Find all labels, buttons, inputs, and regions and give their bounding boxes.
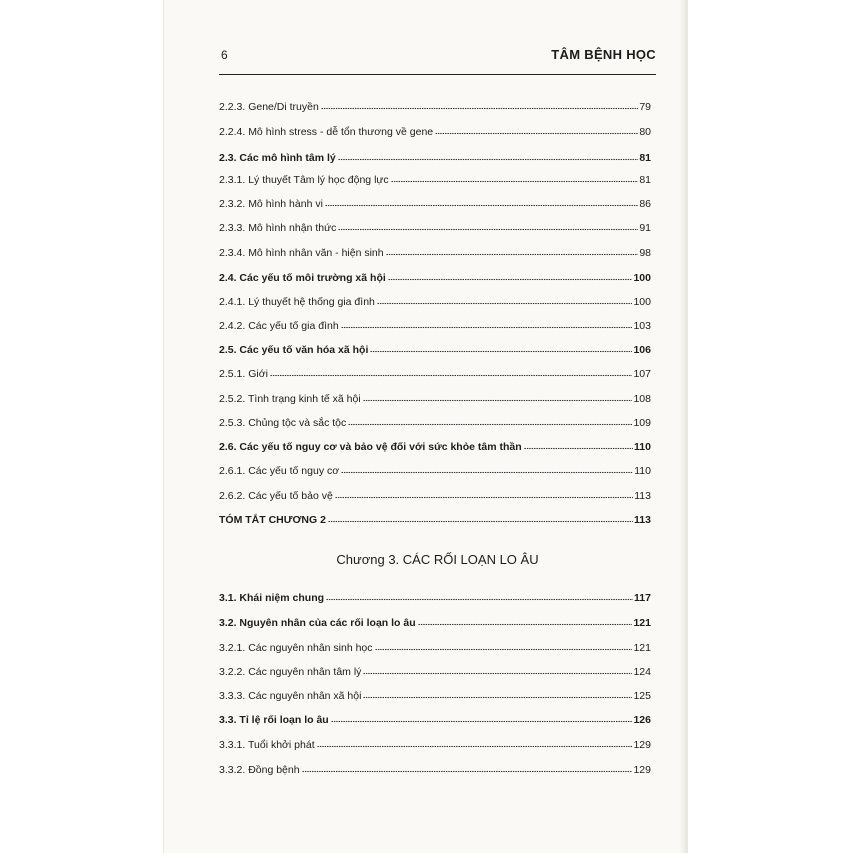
toc-entry-title: 2.3.1. Lý thuyết Tâm lý học động lực [219,174,389,186]
toc-entry-page: 121 [633,617,651,629]
dot-leader [331,720,633,723]
toc-entry-page: 79 [639,101,651,113]
toc-entry [219,636,651,654]
toc-entry-page: 81 [639,152,651,164]
dot-leader [338,228,638,231]
toc-entry-page: 106 [633,344,651,356]
dot-leader [326,598,633,601]
toc-entry [219,362,651,380]
toc-entry-page: 108 [633,393,651,405]
toc-entry-title: 2.6.1. Các yếu tố nguy cơ [219,465,340,477]
dot-leader [302,770,633,773]
toc-entry [219,146,651,164]
toc-entry-title: 2.5. Các yếu tố văn hóa xã hội [219,344,369,356]
toc-entry [219,611,651,629]
toc-entry-page: 117 [634,592,651,604]
toc-entry-page: 100 [633,272,651,284]
dot-leader [317,745,633,748]
toc-entry-page: 126 [633,714,651,726]
toc-entry [219,435,651,453]
toc-entry-title: 2.4.1. Lý thuyết hệ thống gia đình [219,296,375,308]
dot-leader [391,180,639,183]
toc-entry-page: 98 [639,247,651,259]
toc-entry [219,290,651,308]
toc-entry-title: 2.3.3. Mô hình nhận thức [219,222,337,234]
toc-entry-title: 2.6.2. Các yếu tố bảo vệ [219,490,333,502]
toc-entry-title: 3.2.2. Các nguyên nhân tâm lý [219,666,362,678]
toc-entry-title: 2.2.3. Gene/Di truyền [219,101,319,113]
dot-leader [338,158,639,161]
dot-leader [341,326,633,329]
toc-entry-page: 107 [633,368,651,380]
toc-entry [219,95,651,113]
running-title: TÂM BỆNH HỌC [551,47,656,62]
toc-entry-page: 103 [633,320,651,332]
toc-entry-page: 110 [634,465,651,477]
toc-entry-page: 91 [639,222,651,234]
toc-entry-title: 2.3.4. Mô hình nhân văn - hiện sinh [219,247,384,259]
toc-entry-title: 3.2. Nguyên nhân của các rối loạn lo âu [219,617,416,629]
toc-entry-page: 121 [633,642,651,654]
dot-leader [388,278,633,281]
toc-entry-page: 100 [633,296,651,308]
toc-entry-page: 113 [634,490,651,502]
toc-entry [219,338,651,356]
toc-entry-title: 2.3. Các mô hình tâm lý [219,152,336,164]
toc-entry-title: 3.3. Tỉ lệ rối loạn lo âu [219,714,329,726]
toc-entry-page: 129 [633,739,651,751]
toc-entry [219,387,651,405]
toc-entry-title: 2.5.2. Tình trạng kinh tế xã hội [219,393,361,405]
toc-entry [219,411,651,429]
toc-entry-title: TÓM TẮT CHƯƠNG 2 [219,514,326,526]
dot-leader [363,399,633,402]
dot-leader [386,253,639,256]
toc-entry-page: 125 [633,690,651,702]
toc-entry-title: 3.3.2. Đồng bệnh [219,764,300,776]
toc-entry [219,684,651,702]
toc-entry [219,508,651,526]
toc-entry [219,484,651,502]
toc-entry-page: 109 [633,417,651,429]
dot-leader [375,648,633,651]
dot-leader [270,374,633,377]
toc-entry-page: 81 [639,174,651,186]
toc-entry-page: 80 [639,126,651,138]
toc-entry-title: 2.4.2. Các yếu tố gia đình [219,320,339,332]
toc-entry-title: 2.2.4. Mô hình stress - dễ tổn thương về gene [219,126,434,138]
dot-leader [325,204,638,207]
toc-entry-title: 2.3.2. Mô hình hành vi [219,198,323,210]
page-edge-shadow [680,0,687,853]
toc-entry-title: 3.3.1. Tuổi khởi phát [219,739,315,751]
toc-entry [219,192,651,210]
toc-entry-title: 3.3.3. Các nguyên nhân xã hội [219,690,362,702]
toc-entry [219,733,651,751]
toc-entry-page: 110 [634,441,651,453]
chapter-heading: Chương 3. CÁC RỐI LOẠN LO ÂU [336,552,539,567]
toc-entry-page: 113 [634,514,651,526]
toc-entry [219,120,651,138]
toc-entry [219,241,651,259]
page-header [219,44,656,66]
dot-leader [328,520,633,523]
toc-entry-page: 124 [633,666,651,678]
dot-leader [335,496,633,499]
toc-entry-page: 129 [633,764,651,776]
toc-entry-title: 2.5.3. Chủng tộc và sắc tộc [219,417,347,429]
dot-leader [435,132,638,135]
dot-leader [348,423,632,426]
toc-entry-title: 2.5.1. Giới [219,368,268,380]
dot-leader [370,350,632,353]
toc-entry-title: 3.1. Khái niệm chung [219,592,325,604]
toc-entry [219,266,651,284]
toc-entry-title: 2.6. Các yếu tố nguy cơ và bảo vệ đối với sức khỏe tâm thần [219,441,522,453]
toc-entry-title: 3.2.1. Các nguyên nhân sinh học [219,642,373,654]
toc-entry [219,708,651,726]
toc-entry [219,216,651,234]
toc-entry [219,459,651,477]
toc-entry [219,314,651,332]
toc-entry [219,586,651,604]
dot-leader [341,471,633,474]
dot-leader [418,623,633,626]
dot-leader [377,302,633,305]
dot-leader [363,672,632,675]
dot-leader [321,107,639,110]
page-number: 6 [221,48,228,62]
dot-leader [524,447,633,450]
toc-entry [219,660,651,678]
toc-entry [219,758,651,776]
toc-entry [219,168,651,186]
toc-entry-title: 2.4. Các yếu tố môi trường xã hội [219,272,386,284]
dot-leader [363,696,632,699]
header-rule [219,74,656,75]
toc-entry-page: 86 [639,198,651,210]
